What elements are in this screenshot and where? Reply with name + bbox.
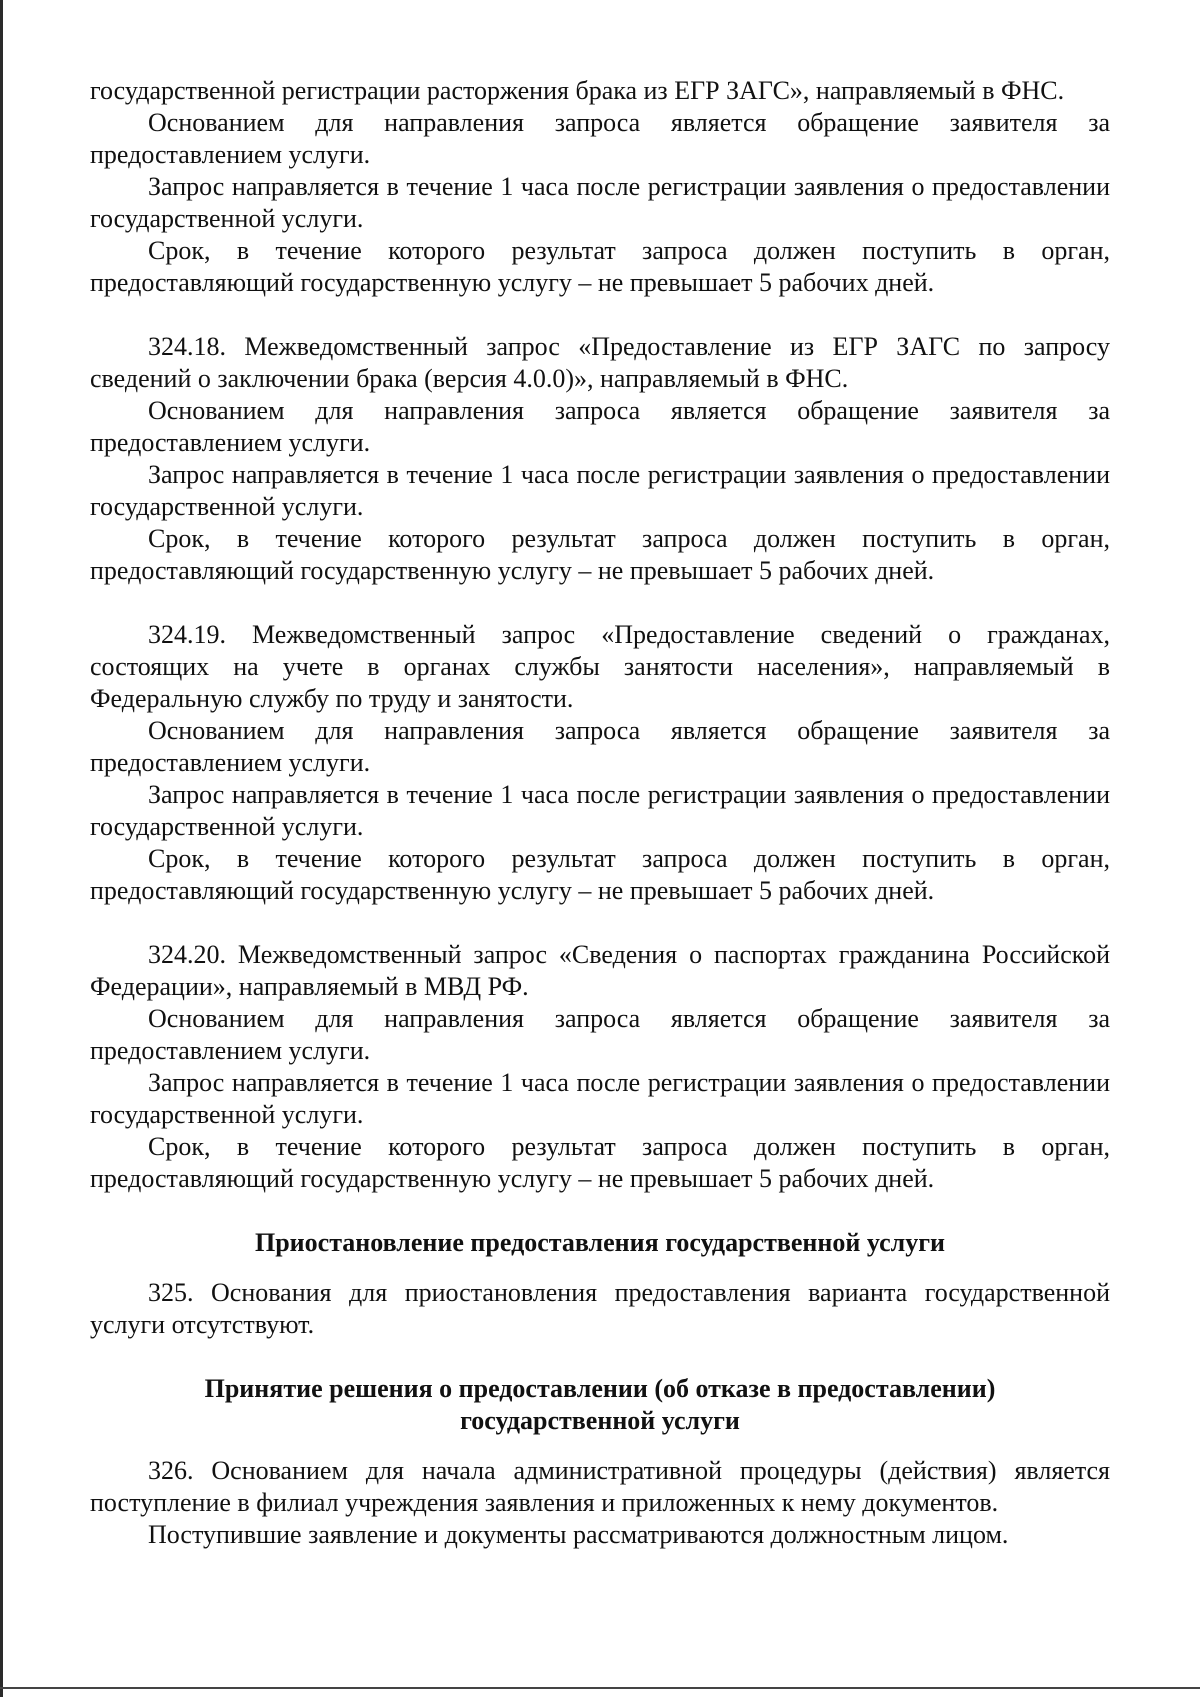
- paragraph-deadline: Срок, в течение которого результат запроса должен поступить в орган, предоставляющий государственную услугу – не превышает 5 рабочих дней.: [90, 1132, 1110, 1193]
- scan-left-edge: [0, 0, 3, 1697]
- paragraph-opening-continuation: государственной регистрации расторжения брака из ЕГР ЗАГС», направляемый в ФНС.: [90, 76, 1065, 105]
- paragraph-deadline: Срок, в течение которого результат запроса должен поступить в орган, предоставляющий государственную услугу – не превышает 5 рабочих дней.: [90, 236, 1110, 297]
- spacer: [90, 1195, 1110, 1227]
- paragraph-deadline: Срок, в течение которого результат запроса должен поступить в орган, предоставляющий государственную услугу – не превышает 5 рабочих дней.: [90, 844, 1110, 905]
- heading-suspension: Приостановление предоставления государственной услуги: [254, 1228, 945, 1257]
- paragraph-timing: Запрос направляется в течение 1 часа после регистрации заявления о предоставлении государственной услуги.: [90, 780, 1110, 841]
- spacer: [90, 1259, 1110, 1277]
- paragraph-basis: Основанием для направления запроса является обращение заявителя за предоставлением услуги.: [90, 1004, 1110, 1065]
- paragraph-324-19-title: 324.19. Межведомственный запрос «Предоставление сведений о гражданах, состоящих на учете в органах службы занятости населения», направляемый в Федеральную службу по труду и занятости.: [90, 620, 1110, 713]
- paragraph-324-18-title: 324.18. Межведомственный запрос «Предоставление из ЕГР ЗАГС по запросу сведений о заключении брака (версия 4.0.0)», направляемый в ФНС.: [90, 332, 1110, 393]
- spacer: [90, 299, 1110, 331]
- paragraph-basis: Основанием для направления запроса является обращение заявителя за предоставлением услуги.: [90, 716, 1110, 777]
- paragraph-timing: Запрос направляется в течение 1 часа после регистрации заявления о предоставлении государственной услуги.: [90, 172, 1110, 233]
- heading-decision-line-2: государственной услуги: [460, 1406, 740, 1435]
- spacer: [90, 1341, 1110, 1373]
- paragraph-324-20-title: 324.20. Межведомственный запрос «Сведения о паспортах гражданина Российской Федерации», направляемый в МВД РФ.: [90, 940, 1110, 1001]
- paragraph-deadline: Срок, в течение которого результат запроса должен поступить в орган, предоставляющий государственную услугу – не превышает 5 рабочих дней.: [90, 524, 1110, 585]
- heading-decision: [90, 1373, 1110, 1437]
- spacer: [90, 907, 1110, 939]
- paragraph-basis: Основанием для направления запроса является обращение заявителя за предоставлением услуги.: [90, 108, 1110, 169]
- paragraph-326: 326. Основанием для начала административной процедуры (действия) является поступление в филиал учреждения заявления и приложенных к нему документов.: [90, 1456, 1110, 1517]
- heading-decision-line-1: Принятие решения о предоставлении (об отказе в предоставлении): [204, 1374, 996, 1403]
- paragraph-timing: Запрос направляется в течение 1 часа после регистрации заявления о предоставлении государственной услуги.: [90, 1068, 1110, 1129]
- spacer: [90, 587, 1110, 619]
- paragraph-timing: Запрос направляется в течение 1 часа после регистрации заявления о предоставлении государственной услуги.: [90, 460, 1110, 521]
- spacer: [90, 1437, 1110, 1455]
- document-page: [90, 75, 1110, 1551]
- paragraph-325: 325. Основания для приостановления предоставления варианта государственной услуги отсутствуют.: [90, 1278, 1110, 1339]
- paragraph-basis: Основанием для направления запроса является обращение заявителя за предоставлением услуги.: [90, 396, 1110, 457]
- paragraph-326-review: Поступившие заявление и документы рассматриваются должностным лицом.: [148, 1520, 1009, 1549]
- scan-bottom-rule: [0, 1687, 1200, 1689]
